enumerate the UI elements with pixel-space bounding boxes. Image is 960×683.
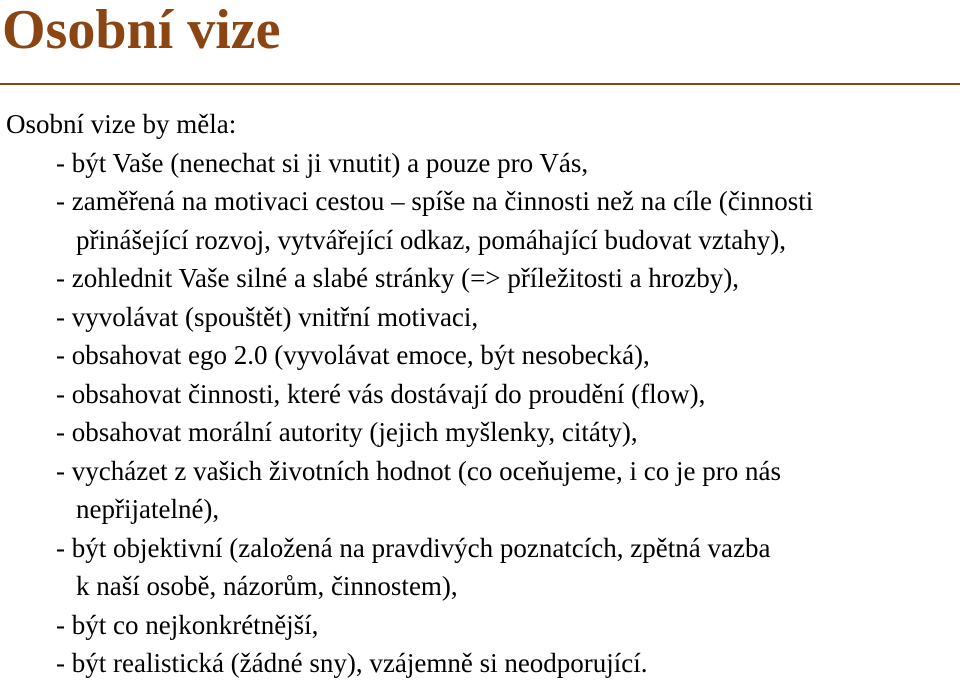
list-item <box>56 182 958 259</box>
list-item <box>56 413 958 452</box>
list-item-line: - být objektivní (založená na pravdivých poznatcích, zpětná vazba <box>56 532 771 563</box>
list-item-line: - obsahovat činnosti, které vás dostávají do proudění (flow), <box>56 378 706 409</box>
list-item-continuation: přinášející rozvoj, vytvářející odkaz, pomáhající budovat vztahy), <box>76 224 787 255</box>
slide-body <box>6 105 958 683</box>
list-item-line: - obsahovat ego 2.0 (vyvolávat emoce, být nesobecká), <box>56 340 650 370</box>
list-item <box>56 144 958 183</box>
list-item <box>56 259 958 298</box>
list-item <box>56 298 958 337</box>
list-item-line: - zohlednit Vaše silné a slabé stránky (=> příležitosti a hrozby), <box>56 263 740 293</box>
list-item <box>56 375 958 414</box>
list-item <box>56 606 958 645</box>
intro-text: Osobní vize by měla: <box>6 109 237 139</box>
vision-list <box>6 144 958 683</box>
title-divider <box>0 83 960 85</box>
list-item-line: - být co nejkonkrétnější, <box>56 609 319 640</box>
list-item-continuation: nepřijatelné), <box>76 494 220 524</box>
list-item-continuation: k naší osobě, názorům, činnostem), <box>76 571 458 601</box>
page-title: Osobní vize <box>2 0 281 61</box>
list-item-line: - zaměřená na motivaci cestou – spíše na činnosti než na cíle (činnosti <box>56 186 814 216</box>
list-item <box>56 452 958 529</box>
list-item-line: - vycházet z vašich životních hodnot (co oceňujeme, i co je pro nás <box>56 455 781 486</box>
list-item-line: - být Vaše (nenechat si ji vnutit) a pouze pro Vás, <box>56 147 589 178</box>
list-item-line: - vyvolávat (spouštět) vnitřní motivaci, <box>56 301 479 332</box>
list-item <box>56 336 958 375</box>
list-item-line: - být realistická (žádné sny), vzájemně si neodporující. <box>56 648 648 678</box>
list-item <box>56 644 958 683</box>
list-item-line: - obsahovat morální autority (jejich myšlenky, citáty), <box>56 417 638 447</box>
list-item <box>56 529 958 606</box>
